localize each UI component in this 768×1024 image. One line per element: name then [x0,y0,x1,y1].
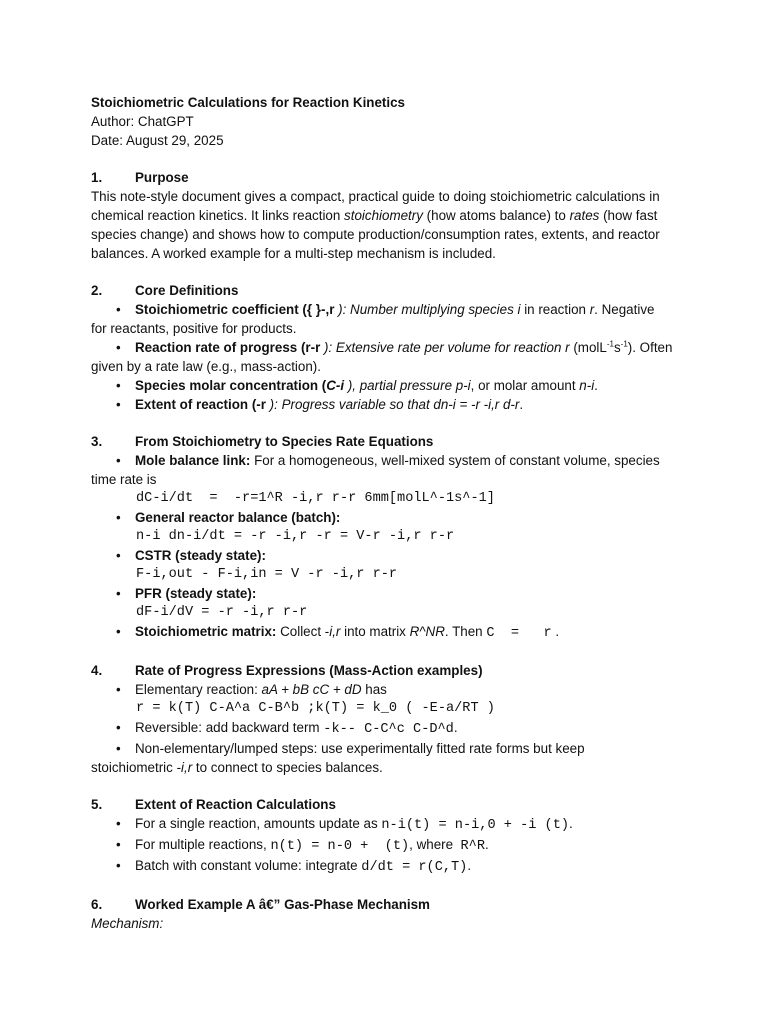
text-run: r [589,302,595,317]
bullet-icon: • [116,378,121,393]
text-run: n(t) = n-0 + (t) [270,839,410,854]
bullet-line [113,508,681,527]
bullet-icon: • [116,858,121,873]
text-run: d/dt = r(C,T) [361,860,468,875]
text-run: R^NR [409,624,445,639]
text-run: ), partial pressure p-i [344,378,471,393]
text-run: ): Progress variable so that dn-i = -r -i,r d-r [269,397,520,412]
section-title: Purpose [135,170,189,185]
list-item [113,856,681,877]
bullet-line [113,680,681,699]
text-run: Stoichiometric matrix: [135,624,277,639]
text-run: stoichiometric - [91,760,182,775]
equation: dF-i/dV = -r -i,r r-r [136,605,308,620]
equation: r = k(T) C-A^a C-B^b ;k(T) = k_0 ( -E-a/RT ) [136,701,495,716]
text-run: Mole balance link: [135,453,251,468]
list-item [91,338,681,376]
bullet-icon: • [116,682,121,697]
text-run: R^R [460,839,485,854]
bullet-line [113,338,681,357]
bullet-icon: • [116,741,121,756]
text-run: Collect - [276,624,330,639]
section-3-heading [91,432,681,451]
bullet-icon: • [116,624,121,639]
text-run: in reaction [520,302,590,317]
section-title: From Stoichiometry to Species Rate Equations [135,434,434,449]
text-run: i,r [329,624,341,639]
text-run: stoichiometry [344,208,423,223]
mechanism-label: Mechanism: [91,916,164,931]
section-2-heading [91,281,681,300]
bullet-continuation: given by a rate law (e.g., mass-action). [91,359,321,374]
text-run: (how atoms balance) to [422,208,570,223]
list-item [113,835,681,856]
text-run: . [551,624,560,639]
bullet-icon: • [116,510,121,525]
superscript: -1 [606,339,614,349]
text-run: ). Often [627,340,673,355]
document-body [91,93,681,933]
section-title: Extent of Reaction Calculations [135,797,336,812]
text-run: . [467,858,472,873]
list-item [91,300,681,338]
section-title: Core Definitions [135,283,239,298]
section-number: 4. [91,663,103,678]
bullet-icon: • [116,720,121,735]
text-run: Non-elementary/lumped steps: use experimentally fitted rate forms but keep [135,741,585,756]
bullet-line [113,451,681,470]
text-run: Elementary reaction: [135,682,262,697]
text-run: (molL [569,340,607,355]
text-run: Species molar concentration ( [135,378,327,393]
author-line: Author: ChatGPT [91,114,194,129]
text-run: aA + bB cC + dD [261,682,362,697]
list-item [113,622,681,643]
text-run: C = r [486,626,552,641]
bullet-icon: • [116,397,121,412]
section-number: 2. [91,283,103,298]
text-run: . Then [444,624,487,639]
text-run: . Negative [594,302,655,317]
section-5-heading [91,795,681,814]
list-item [91,546,681,584]
bullet-icon: • [116,340,121,355]
text-run: Batch with constant volume: integrate [135,858,362,873]
text-run: PFR (steady state): [135,586,257,601]
superscript: -1 [620,339,628,349]
text-run: CSTR (steady state): [135,548,266,563]
list-item [91,508,681,546]
text-run: . [594,378,598,393]
text-run: . [519,397,524,412]
list-item [113,376,681,395]
equation: F-i,out - F-i,in = V -r -i,r r-r [136,567,398,582]
text-run: i,r [181,760,193,775]
text-run: Reaction rate of progress (r-r [135,340,324,355]
list-item [113,395,681,414]
text-run: to connect to species balances. [192,760,383,775]
text-run: Stoichiometric coefficient ({ }-,r [135,302,339,317]
text-run: ): Extensive rate per volume for reaction r [324,340,570,355]
text-run: For multiple reactions, [135,837,271,852]
list-item [91,584,681,622]
bullet-line [113,300,681,319]
text-run: , where [409,837,461,852]
text-run: . [569,816,573,831]
text-run: . [453,720,458,735]
text-run: s [613,340,621,355]
section-6-heading [91,895,681,914]
text-run: . [484,837,489,852]
list-item [113,814,681,835]
text-run: Reversible: add backward term [135,720,324,735]
bullet-icon: • [116,837,121,852]
bullet-icon: • [116,548,121,563]
equation: dC-i/dt = -r=1^R -i,r r-r 6mm[molL^-1s^-1] [136,491,495,506]
equation: n-i dn-i/dt = -r -i,r -r = V-r -i,r r-r [136,529,455,544]
section-title: Rate of Progress Expressions (Mass-Action examples) [135,663,483,678]
bullet-line [113,584,681,603]
document-title: Stoichiometric Calculations for Reaction Kinetics [91,95,405,110]
section-number: 3. [91,434,103,449]
list-item [113,718,681,739]
list-item [91,739,681,777]
list-item [91,680,681,718]
bullet-continuation [91,758,681,777]
bullet-icon: • [116,816,121,831]
text-run: (how fast species change) and shows how to compute production/consumption rates, extents, and reactor balances. A worked example for a multi-step mechanism is included. [91,208,660,261]
bullet-continuation: for reactants, positive for products. [91,321,297,336]
bullet-icon: • [116,302,121,317]
text-run: This note-style document gives a compact, practical guide to doing stoichiometric calculations in chemical reaction kinetics. It links reaction [91,189,660,223]
text-run: For a homogeneous, well-mixed system of constant volume, species [250,453,660,468]
bullet-icon: • [116,453,121,468]
text-run: C-i [326,378,345,393]
bullet-line [113,739,681,758]
text-run: rates [569,208,600,223]
text-run: General reactor balance (batch): [135,510,341,525]
text-run: , or molar amount [470,378,580,393]
section-4-heading [91,661,681,680]
section-title: Worked Example A â€” Gas-Phase Mechanism [135,897,430,912]
bullet-continuation: time rate is [91,472,157,487]
section-number: 1. [91,170,103,185]
bullet-line [113,546,681,565]
text-run: For a single reaction, amounts update as [135,816,382,831]
text-run: Extent of reaction (-r [135,397,270,412]
text-run: into matrix [340,624,410,639]
date-line: Date: August 29, 2025 [91,133,224,148]
text-run: has [361,682,387,697]
bullet-icon: • [116,586,121,601]
section-1-heading [91,168,681,187]
list-item [91,451,681,508]
section-number: 5. [91,797,103,812]
text-run: -k-- C-C^c C-D^d [323,722,454,737]
purpose-paragraph [91,187,681,263]
section-number: 6. [91,897,103,912]
text-run: n-i(t) = n-i,0 + -i (t) [381,818,570,833]
text-run: ): Number multiplying species i [338,302,521,317]
text-run: n-i [579,378,595,393]
